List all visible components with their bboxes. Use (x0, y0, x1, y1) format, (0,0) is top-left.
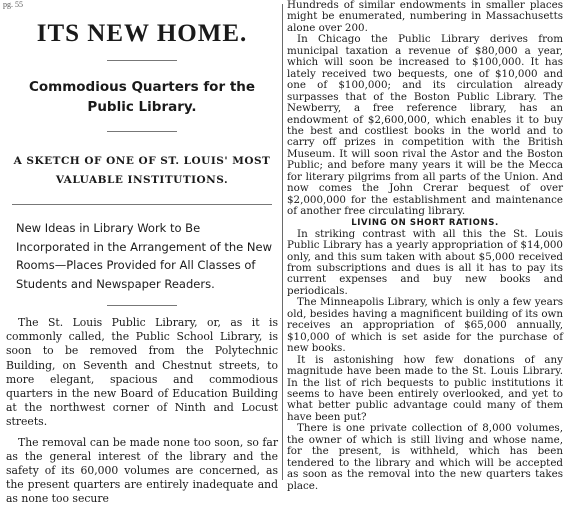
body-paragraph: There is one private collection of 8,000 volumes, the owner of which is still living and whose name, for the present, is withheld, which has been tendered to the library and which will be accepted as soon as the removal into the new quarters takes place. (287, 422, 563, 492)
article-headline: ITS NEW HOME. (36, 20, 248, 47)
body-paragraph: In Chicago the Public Library derives from municipal taxation a revenue of $80,000 a year, which will soon be increased to $100,000. It has lately received two bequests, one of $10,000 and one of $100,000; and its circulation already surpasses that of the Boston Public Library. The Newberry, a free reference library, has an endowment of $2,600,000, which enables it to buy the best and costliest books in the world and to carry off prizes in competition with the British Museum. It will soon rival the Astor and the Boston Public; and before many years it will be the Mecca for literary pilgrims from all parts of the Union. And now comes the John Crerar bequest of over $2,000,000 for the establishment and maintenance of another free circulating library. (287, 33, 563, 218)
headline-divider (107, 60, 177, 61)
summary-divider (107, 305, 177, 306)
body-paragraph: Hundreds of similar endowments in smaller places might be enumerated, numbering in Massachusetts alone over 200. (287, 0, 563, 34)
body-paragraph: The Minneapolis Library, which is only a few years old, besides having a magnificent building of its own receives an appropriation of $65,000 annually, $10,000 of which is set aside for the purchase of new books. (287, 296, 563, 355)
body-paragraph: It is astonishing how few donations of any magnitude have been made to the St. Louis Library. In the list of rich bequests to public institutions it seems to have been entirely overlooked, and yet to what better public advantage could many of them have been put? (287, 353, 563, 423)
body-paragraph: The St. Louis Public Library, or, as it is commonly called, the Public School Library, is soon to be removed from the Polytechnic Building, on Seventh and Chestnut streets, to more elegant, spacious and commodious quarters in the new Board of Education Building at the northwest corner of Ninth and Locust streets. (6, 316, 278, 429)
left-column (6, 6, 278, 506)
right-column (287, 0, 563, 492)
column-divider (282, 4, 283, 480)
article-subhead: Commodious Quarters for the Public Library. (28, 79, 256, 115)
body-paragraph: In striking contrast with all this the St. Louis Public Library has a yearly appropriation of $14,000 only, and this sum taken with about $5,000 received from subscriptions and dues is all it has to pay its current expenses and buy new books and periodicals. (287, 227, 563, 297)
article-summary: New Ideas in Library Work to Be Incorporated in the Arrangement of the New Rooms—Places Provided for All Classes of Students and Newspaper Readers. (16, 221, 272, 291)
body-paragraph: The removal can be made none too soon, so far as the general interest of the library and the safety of its 60,000 volumes are concerned, as the present quarters are entirely inadequate and as none too secure (6, 435, 278, 506)
page-number: pg. 55 (3, 0, 23, 9)
article-deck: A SKETCH OF ONE OF ST. LOUIS' MOST VALUABLE INSTITUTIONS. (13, 155, 271, 186)
subhead-divider (107, 131, 177, 132)
left-body (6, 316, 278, 507)
deck-divider (12, 204, 272, 205)
section-heading: LIVING ON SHORT RATIONS. (351, 217, 499, 228)
